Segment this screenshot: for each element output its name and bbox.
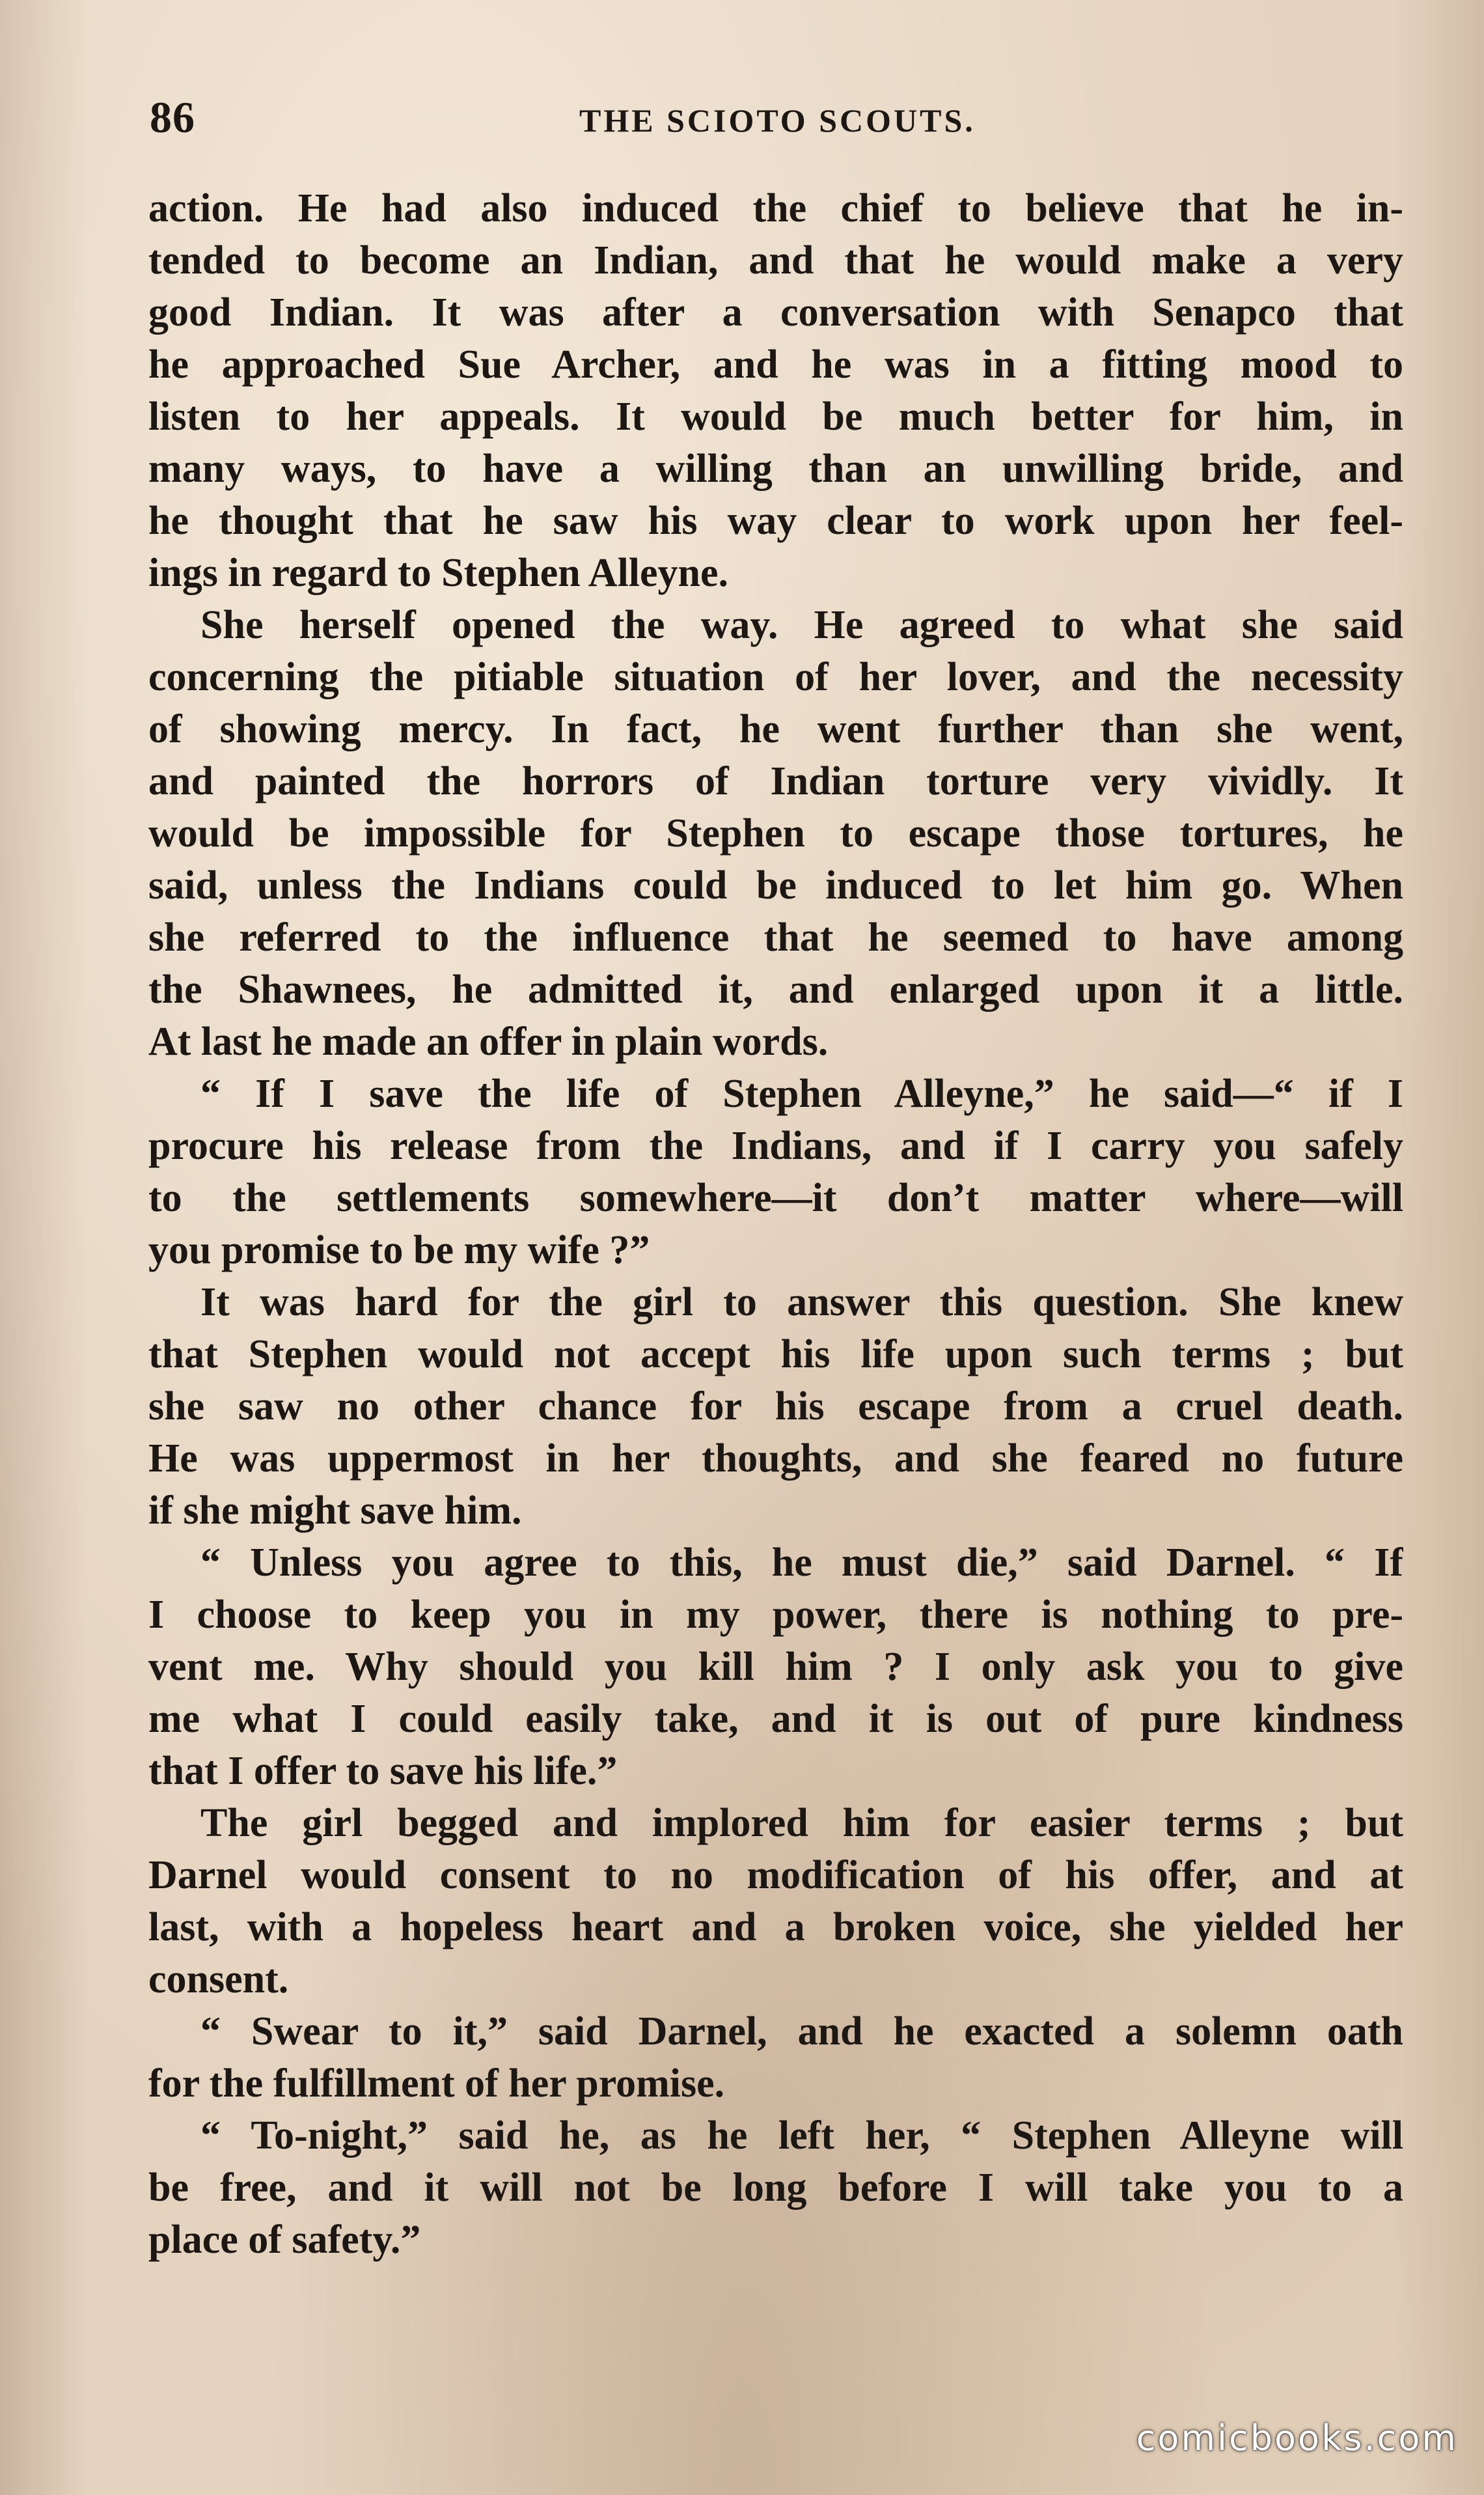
text-line: she referred to the influence that he seemed to have among bbox=[148, 915, 1403, 960]
text-line: she saw no other chance for his escape from a cruel death. bbox=[148, 1384, 1403, 1429]
text-line: he thought that he saw his way clear to work upon her feel- bbox=[148, 499, 1403, 543]
watermark: comicbooks.com bbox=[1136, 2418, 1458, 2459]
text-line: “ Swear to it,” said Darnel, and he exacted a solemn oath bbox=[200, 2009, 1403, 2054]
text-line: and painted the horrors of Indian torture very vividly. It bbox=[148, 759, 1403, 803]
text-line: would be impossible for Stephen to escape those tortures, he bbox=[148, 811, 1403, 856]
page-number: 86 bbox=[150, 92, 195, 142]
text-line: many ways, to have a willing than an unwilling bride, and bbox=[148, 447, 1403, 491]
text-line: that Stephen would not accept his life upon such terms ; but bbox=[148, 1332, 1403, 1376]
text-line: The girl begged and implored him for easier terms ; but bbox=[200, 1801, 1403, 1845]
text-line: said, unless the Indians could be induced to let him go. When bbox=[148, 863, 1403, 908]
text-line: “ If I save the life of Stephen Alleyne,” he said—“ if I bbox=[200, 1072, 1403, 1116]
text-line: He was uppermost in her thoughts, and she feared no future bbox=[148, 1436, 1403, 1481]
text-line: “ To-night,” said he, as he left her, “ Stephen Alleyne will bbox=[200, 2113, 1403, 2158]
text-line: place of safety.” bbox=[148, 2218, 421, 2262]
text-line: At last he made an offer in plain words. bbox=[148, 1020, 829, 1064]
text-line: of showing mercy. In fact, he went further than she went, bbox=[148, 707, 1403, 751]
text-line: “ Unless you agree to this, he must die,” said Darnel. “ If bbox=[200, 1540, 1403, 1585]
text-line: vent me. Why should you kill him ? I only ask you to give bbox=[148, 1645, 1403, 1689]
text-line: listen to her appeals. It would be much better for him, in bbox=[148, 395, 1403, 439]
text-line: good Indian. It was after a conversation with Senapco that bbox=[148, 290, 1403, 335]
text-line: if she might save him. bbox=[148, 1488, 522, 1533]
text-line: tended to become an Indian, and that he would make a very bbox=[148, 238, 1403, 283]
text-line: to the settlements somewhere—it don’t matter where—will bbox=[148, 1176, 1403, 1220]
text-line: It was hard for the girl to answer this question. She knew bbox=[200, 1280, 1403, 1324]
text-line: be free, and it will not be long before I will take you to a bbox=[148, 2166, 1403, 2210]
text-line: you promise to be my wife ?” bbox=[148, 1228, 650, 1272]
body-text bbox=[148, 182, 1403, 2266]
text-line: ings in regard to Stephen Alleyne. bbox=[148, 551, 729, 595]
text-line: I choose to keep you in my power, there is nothing to pre- bbox=[148, 1593, 1403, 1637]
text-line: concerning the pitiable situation of her lover, and the necessity bbox=[148, 655, 1403, 699]
text-line: Darnel would consent to no modification of his offer, and at bbox=[148, 1853, 1403, 1897]
text-line: procure his release from the Indians, and if I carry you safely bbox=[148, 1124, 1403, 1168]
text-line: She herself opened the way. He agreed to what she said bbox=[200, 603, 1403, 647]
running-title: THE SCIOTO SCOUTS. bbox=[579, 102, 976, 139]
text-line: consent. bbox=[148, 1957, 289, 2001]
running-head bbox=[150, 91, 1399, 150]
text-line: for the fulfillment of her promise. bbox=[148, 2061, 725, 2106]
text-line: he approached Sue Archer, and he was in a fitting mood to bbox=[148, 342, 1403, 387]
text-line: the Shawnees, he admitted it, and enlarged upon it a little. bbox=[148, 968, 1403, 1012]
text-line: me what I could easily take, and it is out of pure kindness bbox=[148, 1697, 1403, 1741]
text-line: that I offer to save his life.” bbox=[148, 1749, 618, 1793]
text-line: last, with a hopeless heart and a broken voice, she yielded her bbox=[148, 1905, 1403, 1949]
text-line: action. He had also induced the chief to believe that he in- bbox=[148, 186, 1403, 230]
